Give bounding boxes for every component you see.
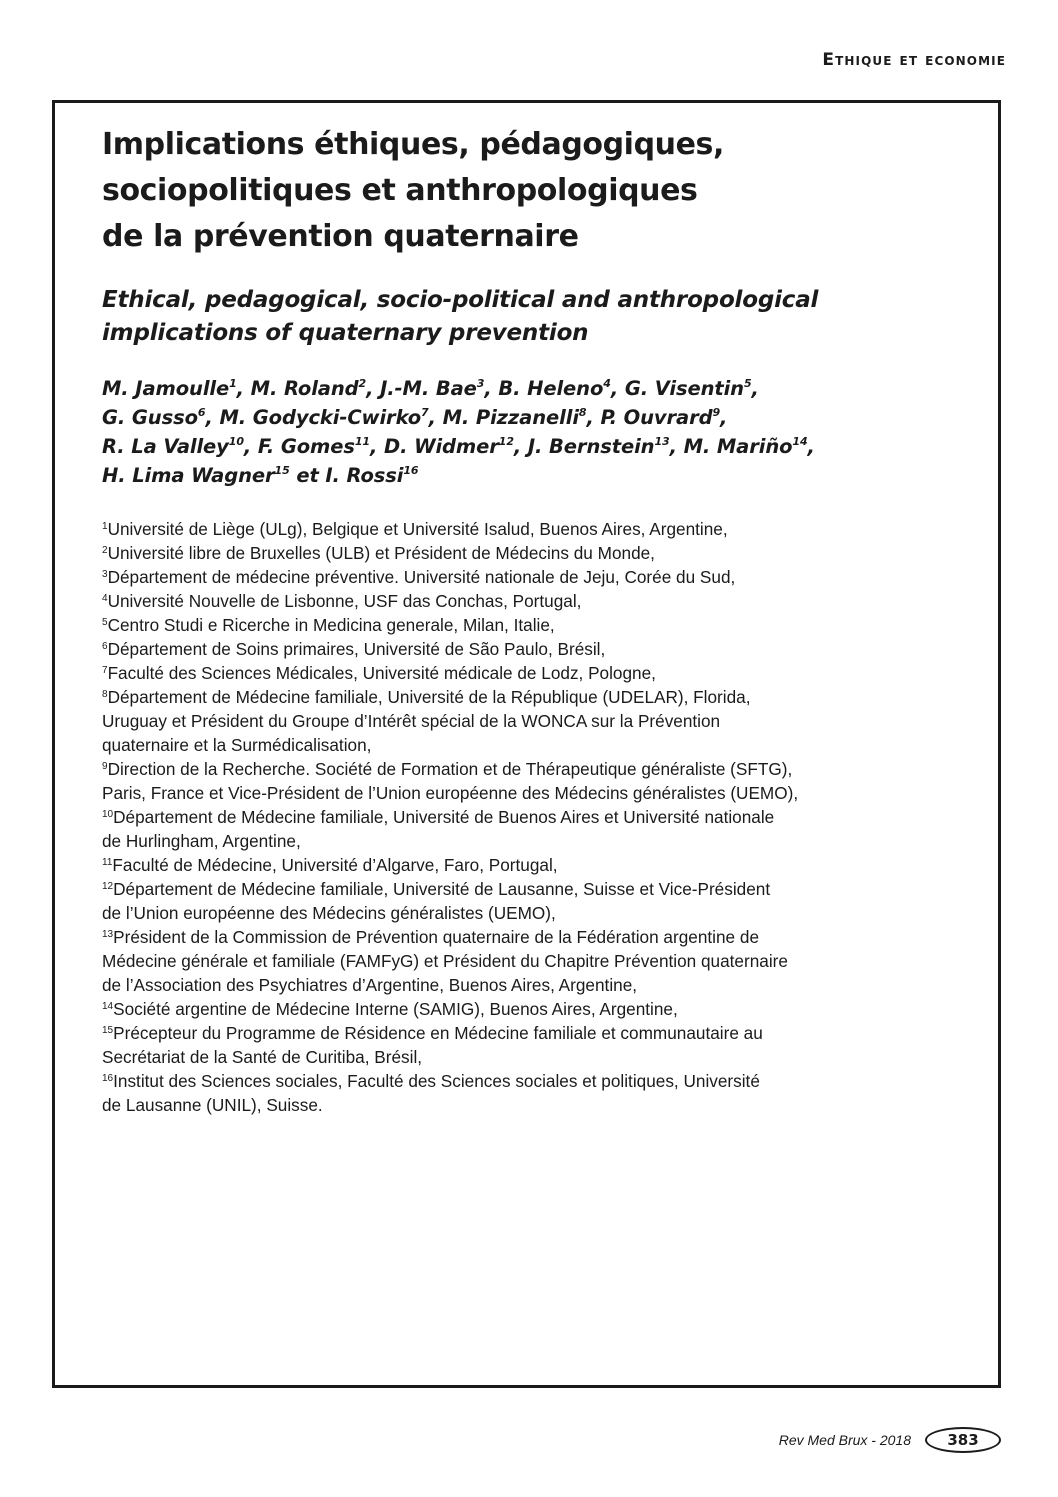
affiliation-line bbox=[102, 661, 982, 685]
affiliation-number: 9 bbox=[102, 761, 108, 772]
affiliation-text: de Hurlingham, Argentine, bbox=[102, 831, 301, 851]
author-affiliation-ref: 5 bbox=[743, 377, 752, 390]
affiliation-line bbox=[102, 1093, 982, 1117]
affiliation-text: quaternaire et la Surmédicalisation, bbox=[102, 735, 372, 755]
author-affiliation-ref: 6 bbox=[197, 406, 206, 419]
affiliation-number: 3 bbox=[102, 569, 108, 580]
author-separator: , bbox=[669, 435, 684, 458]
affiliation-text: Université Nouvelle de Lisbonne, USF das Conchas, Portugal, bbox=[107, 591, 582, 611]
author-affiliation-ref: 14 bbox=[792, 435, 808, 448]
affiliation-number: 16 bbox=[102, 1073, 114, 1084]
journal-citation: Rev Med Brux - 2018 bbox=[778, 1432, 911, 1448]
affiliation-text: Uruguay et Président du Groupe d’Intérêt spécial de la WONCA sur la Prévention bbox=[102, 711, 721, 731]
author-affiliation-ref: 15 bbox=[274, 464, 290, 477]
affiliation-number: 4 bbox=[102, 593, 108, 604]
affiliation-line bbox=[102, 829, 982, 853]
affiliation-text: Faculté de Médecine, Université d’Algarve, Faro, Portugal, bbox=[112, 855, 558, 875]
affiliation-text: Société argentine de Médecine Interne (SAMIG), Buenos Aires, Argentine, bbox=[113, 999, 678, 1019]
author-separator: , bbox=[807, 435, 815, 458]
author-separator: , bbox=[513, 435, 528, 458]
affiliation-line bbox=[102, 805, 982, 829]
affiliation-line bbox=[102, 565, 982, 589]
author-separator: , bbox=[610, 377, 625, 400]
affiliation-text: Université libre de Bruxelles (ULB) et Président de Médecins du Monde, bbox=[107, 543, 655, 563]
affiliation-number: 7 bbox=[102, 665, 108, 676]
author-name: D. Widmer bbox=[383, 435, 499, 458]
author-name: R. La Valley bbox=[102, 435, 229, 458]
author-affiliation-ref: 10 bbox=[228, 435, 244, 448]
author-name: M. Roland bbox=[250, 377, 359, 400]
author-separator: , bbox=[751, 377, 759, 400]
author-separator: , bbox=[369, 435, 384, 458]
affiliation-text: Faculté des Sciences Médicales, Université médicale de Lodz, Pologne, bbox=[107, 663, 656, 683]
author-line bbox=[102, 432, 982, 461]
title-line: Implications éthiques, pédagogiques, bbox=[102, 127, 725, 162]
affiliation-number: 6 bbox=[102, 641, 108, 652]
author-affiliation-ref: 16 bbox=[403, 464, 419, 477]
affiliation-line bbox=[102, 757, 982, 781]
title-line: de la prévention quaternaire bbox=[102, 219, 579, 254]
affiliation-text: Précepteur du Programme de Résidence en Médecine familiale et communautaire au bbox=[113, 1023, 763, 1043]
author-affiliation-ref: 13 bbox=[654, 435, 670, 448]
author-separator: , bbox=[428, 406, 443, 429]
affiliation-text: Département de Médecine familiale, Université de la République (UDELAR), Florida, bbox=[107, 687, 751, 707]
article-title bbox=[102, 122, 952, 260]
affiliation-line bbox=[102, 541, 982, 565]
author-affiliation-ref: 7 bbox=[421, 406, 429, 419]
affiliation-line bbox=[102, 685, 982, 709]
author-name: B. Heleno bbox=[498, 377, 604, 400]
author-name: J. Bernstein bbox=[527, 435, 655, 458]
affiliation-text: de Lausanne (UNIL), Suisse. bbox=[102, 1095, 323, 1115]
author-separator: , bbox=[484, 377, 499, 400]
author-line bbox=[102, 403, 982, 432]
affiliation-number: 10 bbox=[102, 809, 114, 820]
affiliation-number: 5 bbox=[102, 617, 108, 628]
affiliation-text: Institut des Sciences sociales, Faculté des Sciences sociales et politiques, Université bbox=[113, 1071, 760, 1091]
author-separator: et bbox=[289, 464, 326, 487]
affiliation-line bbox=[102, 1045, 982, 1069]
author-affiliation-ref: 9 bbox=[712, 406, 721, 419]
affiliation-text: Président de la Commission de Prévention quaternaire de la Fédération argentine de bbox=[113, 927, 759, 947]
author-line bbox=[102, 461, 982, 490]
affiliation-number: 1 bbox=[102, 521, 108, 532]
affiliation-line bbox=[102, 733, 982, 757]
affiliation-text: Département de Médecine familiale, Université de Buenos Aires et Université nationale bbox=[113, 807, 775, 827]
affiliation-text: de l’Union européenne des Médecins généralistes (UEMO), bbox=[102, 903, 556, 923]
affiliation-line bbox=[102, 925, 982, 949]
author-affiliation-ref: 3 bbox=[476, 377, 485, 390]
affiliation-text: Université de Liège (ULg), Belgique et Université Isalud, Buenos Aires, Argentine, bbox=[107, 519, 728, 539]
affiliation-number: 2 bbox=[102, 545, 108, 556]
author-separator: , bbox=[720, 406, 728, 429]
page-footer bbox=[779, 1427, 1001, 1453]
section-label: Ethique et economie bbox=[822, 50, 1006, 70]
author-list bbox=[102, 374, 982, 490]
subtitle-line: implications of quaternary prevention bbox=[102, 320, 589, 346]
author-name: M. Mariño bbox=[683, 435, 793, 458]
affiliation-number: 15 bbox=[102, 1025, 114, 1036]
author-name: J.-M. Bae bbox=[380, 377, 477, 400]
page-number-badge: 383 bbox=[925, 1427, 1001, 1453]
author-separator: , bbox=[366, 377, 381, 400]
affiliation-text: Département de Médecine familiale, Université de Lausanne, Suisse et Vice-Président bbox=[113, 879, 771, 899]
affiliation-text: Paris, France et Vice-Président de l’Union européenne des Médecins généralistes (UEMO), bbox=[102, 783, 799, 803]
affiliation-text: Médecine générale et familiale (FAMFyG) et Président du Chapitre Prévention quaternaire bbox=[102, 951, 788, 971]
affiliation-line bbox=[102, 949, 982, 973]
affiliation-text: Département de médecine préventive. Université nationale de Jeju, Corée du Sud, bbox=[107, 567, 736, 587]
affiliation-number: 12 bbox=[102, 881, 114, 892]
author-name: I. Rossi bbox=[325, 464, 404, 487]
author-line bbox=[102, 374, 982, 403]
affiliation-text: Centro Studi e Ricerche in Medicina generale, Milan, Italie, bbox=[107, 615, 555, 635]
title-line: sociopolitiques et anthropologiques bbox=[102, 173, 698, 208]
author-name: H. Lima Wagner bbox=[102, 464, 275, 487]
article-subtitle bbox=[102, 284, 962, 350]
author-affiliation-ref: 12 bbox=[498, 435, 514, 448]
affiliation-number: 11 bbox=[102, 857, 113, 868]
affiliation-text: Direction de la Recherche. Société de Formation et de Thérapeutique généraliste (SFTG), bbox=[107, 759, 793, 779]
affiliation-text: Secrétariat de la Santé de Curitiba, Brésil, bbox=[102, 1047, 423, 1067]
author-separator: , bbox=[236, 377, 251, 400]
affiliation-number: 8 bbox=[102, 689, 108, 700]
author-affiliation-ref: 11 bbox=[354, 435, 370, 448]
affiliation-line bbox=[102, 1069, 982, 1093]
author-separator: , bbox=[586, 406, 601, 429]
affiliation-line bbox=[102, 517, 982, 541]
affiliation-line bbox=[102, 589, 982, 613]
author-affiliation-ref: 1 bbox=[229, 377, 237, 390]
affiliation-line bbox=[102, 997, 982, 1021]
subtitle-line: Ethical, pedagogical, socio-political and anthropological bbox=[102, 287, 819, 313]
affiliation-line bbox=[102, 901, 982, 925]
author-name: G. Visentin bbox=[624, 377, 744, 400]
author-affiliation-ref: 8 bbox=[578, 406, 587, 419]
author-separator: , bbox=[205, 406, 220, 429]
affiliation-number: 14 bbox=[102, 1001, 114, 1012]
affiliation-line bbox=[102, 637, 982, 661]
affiliation-line bbox=[102, 709, 982, 733]
author-affiliation-ref: 2 bbox=[358, 377, 367, 390]
author-name: G. Gusso bbox=[102, 406, 198, 429]
author-separator: , bbox=[243, 435, 258, 458]
affiliation-line bbox=[102, 973, 982, 997]
affiliation-list bbox=[102, 517, 982, 1117]
affiliation-line bbox=[102, 613, 982, 637]
author-affiliation-ref: 4 bbox=[603, 377, 611, 390]
affiliation-text: Département de Soins primaires, Université de São Paulo, Brésil, bbox=[107, 639, 606, 659]
author-name: M. Jamoulle bbox=[102, 377, 230, 400]
author-name: F. Gomes bbox=[257, 435, 355, 458]
author-name: P. Ouvrard bbox=[600, 406, 713, 429]
affiliation-line bbox=[102, 877, 982, 901]
affiliation-line bbox=[102, 853, 982, 877]
affiliation-number: 13 bbox=[102, 929, 114, 940]
author-name: M. Pizzanelli bbox=[442, 406, 579, 429]
affiliation-line bbox=[102, 1021, 982, 1045]
affiliation-text: de l’Association des Psychiatres d’Argentine, Buenos Aires, Argentine, bbox=[102, 975, 638, 995]
affiliation-line bbox=[102, 781, 982, 805]
author-name: M. Godycki-Cwirko bbox=[219, 406, 422, 429]
